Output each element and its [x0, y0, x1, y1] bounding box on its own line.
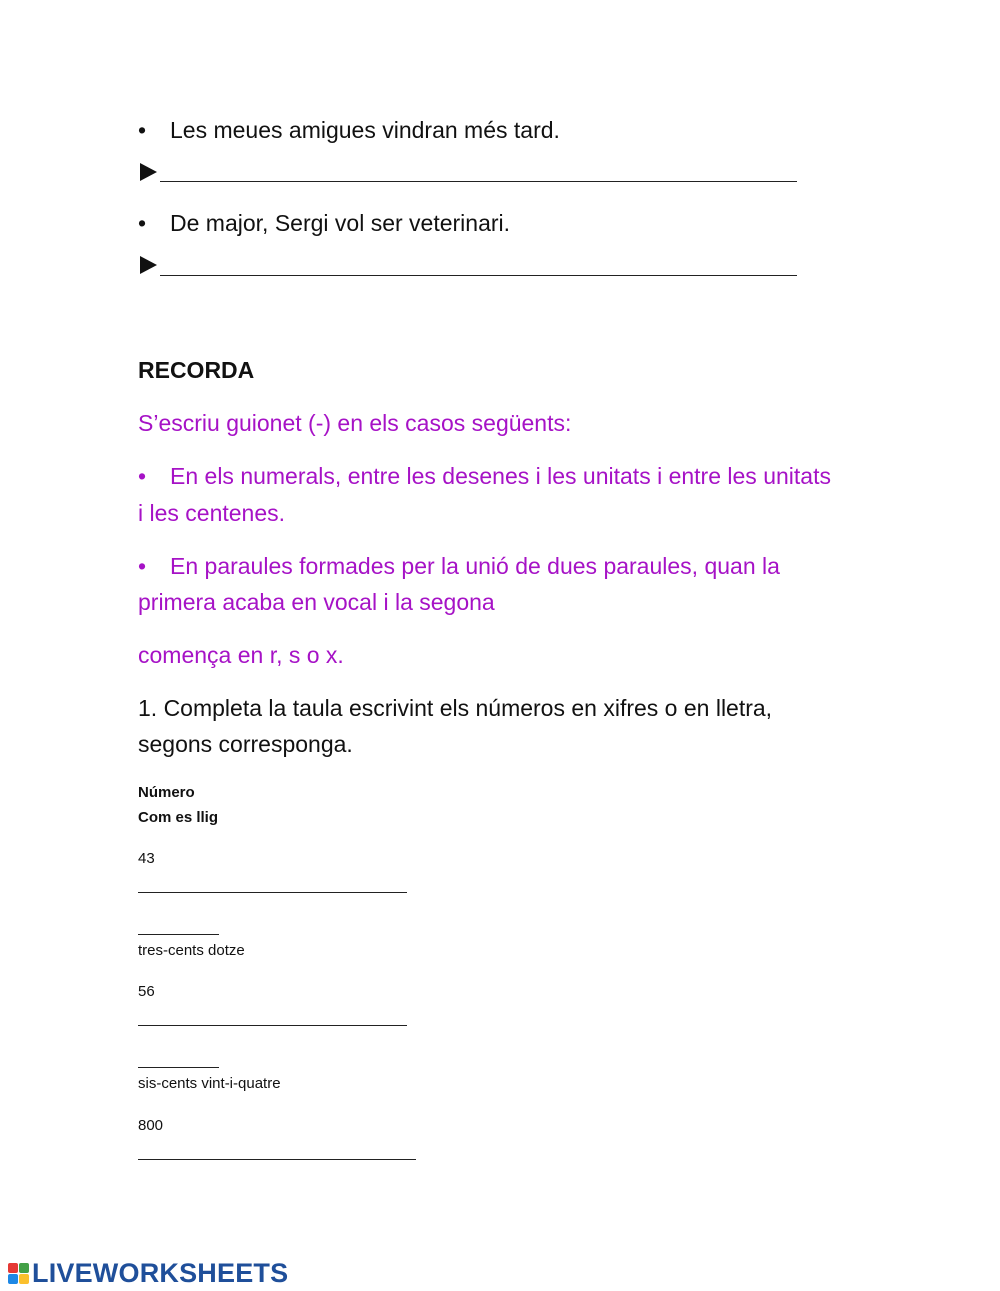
- table-row-value: 43: [138, 850, 155, 867]
- rule-1-line-1: En els numerals, entre les desenes i les unitats i entre les unitats: [170, 463, 831, 489]
- recorda-intro: S’escriu guionet (-) en els casos següents:: [138, 410, 572, 436]
- rule-2-line-3: comença en r, s o x.: [138, 642, 344, 668]
- sentence-item-2: [138, 210, 510, 237]
- task-line-1: 1. Completa la taula escrivint els números en xifres o en lletra,: [138, 695, 773, 721]
- table-header-number: Número: [138, 784, 195, 801]
- arrow-right-icon: [140, 256, 157, 274]
- sentence-text: De major, Sergi vol ser veterinari.: [170, 210, 511, 236]
- sentence-text: Les meues amigues vindran més tard.: [170, 117, 560, 143]
- logo-square-icon: [19, 1274, 29, 1284]
- logo-text: LIVEWORKSHEETS: [32, 1257, 289, 1288]
- table-row-value: 56: [138, 983, 155, 1000]
- rule-2-line-2: primera acaba en vocal i la segona: [138, 589, 495, 615]
- liveworksheets-logo: [8, 1258, 288, 1288]
- task-line-2: segons corresponga.: [138, 731, 353, 757]
- logo-square-icon: [8, 1263, 18, 1273]
- table-header-reading: Com es llig: [138, 809, 219, 826]
- recorda-heading: RECORDA: [138, 357, 255, 383]
- rule-2: [138, 553, 780, 580]
- table-row-value: tres-cents dotze: [138, 942, 245, 959]
- rule-2-line-1: En paraules formades per la unió de dues paraules, quan la: [170, 553, 780, 579]
- answer-line: [138, 1067, 219, 1068]
- table-answer-input-1[interactable]: [138, 864, 411, 894]
- sentence-item-1: [138, 117, 560, 144]
- answer-input-2[interactable]: [162, 245, 800, 275]
- rule-1: [138, 463, 831, 490]
- logo-square-icon: [19, 1263, 29, 1273]
- table-answer-input-2[interactable]: [138, 997, 411, 1027]
- logo-square-icon: [8, 1274, 18, 1284]
- answer-line: [160, 275, 797, 276]
- bullet-icon: •: [138, 463, 147, 489]
- table-answer-input-3[interactable]: [138, 1131, 420, 1161]
- bullet-icon: •: [138, 553, 147, 579]
- table-row-value: sis-cents vint-i-quatre: [138, 1075, 281, 1092]
- logo-grid-icon: [8, 1263, 29, 1284]
- arrow-right-icon: [140, 163, 157, 181]
- bullet-icon: •: [138, 117, 147, 143]
- answer-input-1[interactable]: [162, 152, 800, 182]
- rule-1-line-2: i les centenes.: [138, 500, 286, 526]
- table-row-value: 800: [138, 1117, 164, 1134]
- answer-line: [138, 934, 219, 935]
- bullet-icon: •: [138, 210, 147, 236]
